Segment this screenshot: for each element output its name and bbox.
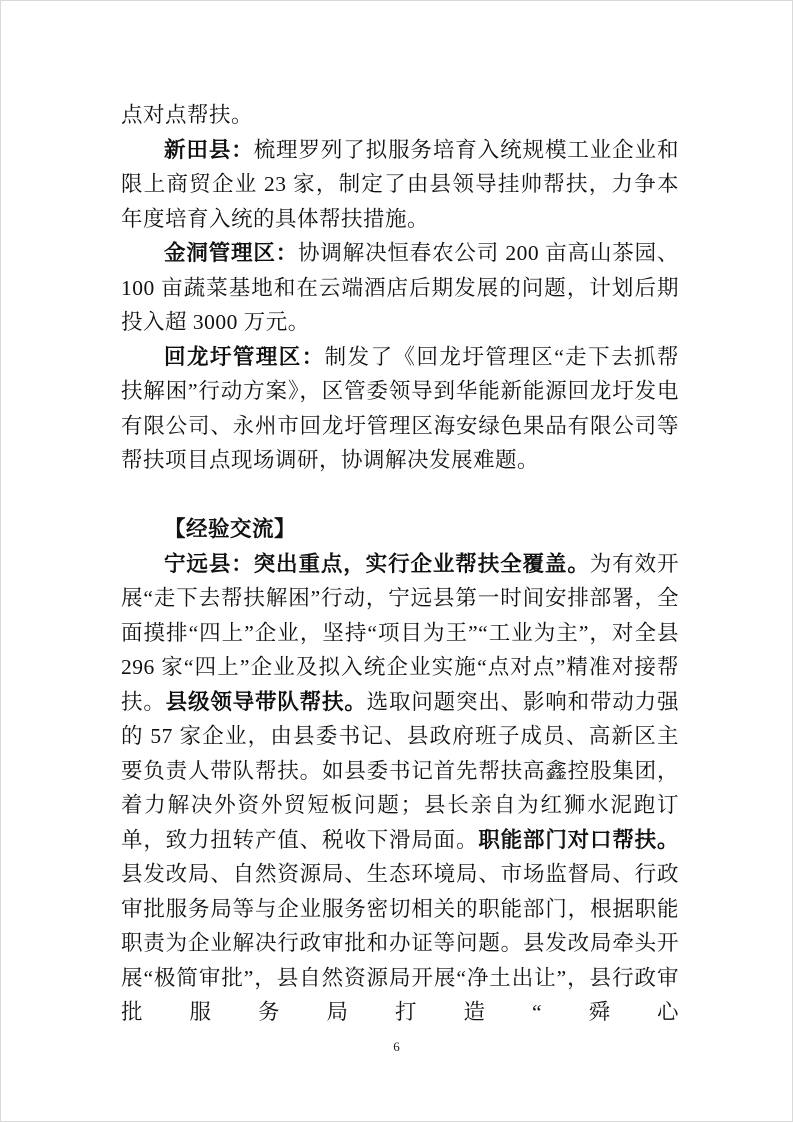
page-number: 6 [393, 1039, 400, 1054]
paragraph-xintian [121, 133, 679, 237]
text-run: 为有效开展“走下去帮扶解困”行动，宁远县第一时间安排部署，全面摸排“四上”企业，坚持“项目为王”“工业为主”，对全县 296 家“四上”企业及拟入统企业实施“点对点”精准对接帮扶。 [121, 551, 679, 714]
paragraph-ningyuan [121, 547, 679, 1030]
paragraph-huilongyu [121, 340, 679, 478]
paragraph-lead: 宁远县：突出重点，实行企业帮扶全覆盖。 [164, 551, 590, 576]
text-run: 梳理罗列了拟服务培育入统规模工业企业和限上商贸企业 23 家，制定了由县领导挂帅帮扶，力争本年度培育入统的具体帮扶措施。 [121, 137, 679, 231]
paragraph-jindong [121, 236, 679, 340]
text-run: 制发了《回龙圩管理区“走下去抓帮扶解困”行动方案》，区管委领导到华能新能源回龙圩发电有限公司、永州市回龙圩管理区海安绿色果品有限公司等帮扶项目点现场调研，协调解决发展难题。 [121, 344, 679, 472]
bold-run: 县级领导带队帮扶。 [165, 689, 367, 714]
document-body [121, 98, 679, 1030]
section-header-text: 【经验交流】 [164, 517, 297, 541]
bold-run: 职能部门对口帮扶。 [478, 827, 679, 852]
paragraph-lead: 金洞管理区： [164, 241, 299, 265]
paragraph-continuation [121, 98, 679, 133]
paragraph-lead: 新田县： [164, 137, 254, 162]
text-run: 县发改局、自然资源局、生态环境局、市场监督局、行政审批服务局等与企业服务密切相关的职能部门，根据职能职责为企业解决行政审批和办证等问题。县发改局牵头开展“极简审批”，县自然资源局开展“净土出让”，县行政审批服务局打造“舜心 [121, 862, 679, 1024]
text-run: 点对点帮扶。 [121, 103, 254, 127]
paragraph-lead: 回龙圩管理区： [164, 344, 325, 369]
text-run: 选取问题突出、影响和带动力强的 57 家企业，由县委书记、县政府班子成员、高新区主要负责人带队帮扶。如县委书记首先帮扶高鑫控股集团，着力解决外资外贸短板问题；县长亲自为红狮水泥跑订单，致力扭转产值、税收下滑局面。 [121, 689, 679, 852]
section-header [121, 512, 679, 547]
text-run: 协调解决恒春农公司 200 亩高山茶园、100 亩蔬菜基地和在云端酒店后期发展的问题，计划后期投入超 3000 万元。 [121, 241, 679, 334]
